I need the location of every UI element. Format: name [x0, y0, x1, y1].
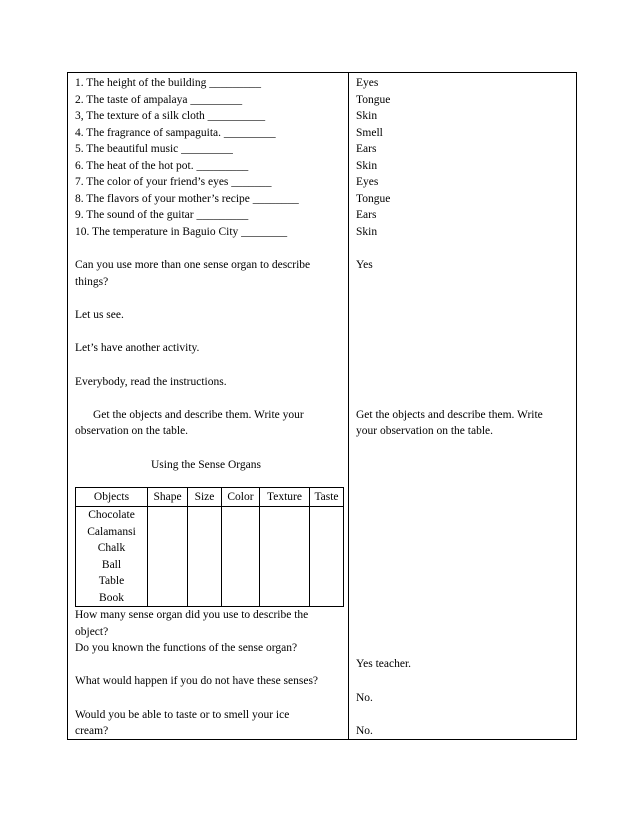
object-ball: Ball — [101, 558, 122, 571]
header-color: Color — [222, 488, 260, 507]
question-5-line2: cream? — [75, 725, 109, 737]
answer-yes-teacher: Yes teacher. — [356, 658, 412, 670]
instruction-line1: Get the objects and describe them. Write your — [93, 409, 304, 421]
answer-yes: Yes — [356, 259, 373, 271]
object-chalk: Chalk — [97, 542, 126, 554]
answer-8: Tongue — [356, 192, 391, 205]
object-table: Table — [98, 575, 125, 587]
instruction-line2: observation on the table. — [75, 425, 189, 437]
table-header-row — [76, 488, 344, 507]
color-cell — [222, 507, 260, 607]
answer-7: Eyes — [356, 176, 379, 188]
let-us-see: Let us see. — [75, 309, 124, 321]
texture-cell — [260, 507, 310, 607]
item-6: 6. The heat of the hot pot. _________ — [75, 159, 249, 172]
item-9: 9. The sound of the guitar _________ — [75, 209, 249, 221]
item-5: 5. The beautiful music _________ — [75, 143, 233, 155]
question-2-line2: object? — [75, 626, 109, 638]
answer-4: Smell — [356, 126, 383, 139]
item-2: 2. The taste of ampalaya _________ — [75, 93, 243, 106]
question-1-line1: Can you use more than one sense organ to describe — [75, 259, 311, 271]
answer-instruction-line2: your observation on the table. — [356, 425, 494, 437]
item-1: 1. The height of the building _________ — [75, 77, 262, 89]
header-texture: Texture — [260, 488, 310, 507]
shape-cell — [148, 507, 188, 607]
object-chocolate: Chocolate — [88, 509, 135, 521]
sense-organs-table — [75, 487, 344, 607]
answer-no-1: No. — [356, 692, 373, 704]
table-body-row — [76, 507, 344, 607]
item-10: 10. The temperature in Baguio City ________ — [75, 225, 288, 238]
item-7: 7. The color of your friend’s eyes _______ — [75, 176, 272, 188]
header-objects: Objects — [76, 488, 148, 507]
header-taste: Taste — [310, 488, 344, 507]
answer-5: Ears — [356, 143, 377, 155]
question-2-line1: How many sense organ did you use to describe the — [75, 609, 309, 621]
answer-3: Skin — [356, 110, 378, 122]
answer-2: Tongue — [356, 93, 391, 106]
read-instructions: Everybody, read the instructions. — [75, 376, 227, 388]
item-4: 4. The fragrance of sampaguita. _________ — [75, 126, 276, 139]
column-divider — [348, 73, 349, 739]
item-3: 3, The texture of a silk cloth __________ — [75, 110, 266, 122]
answer-no-2: No. — [356, 725, 373, 737]
header-size: Size — [188, 488, 222, 507]
object-book: Book — [99, 591, 124, 604]
object-calamansi: Calamansi — [87, 525, 136, 538]
lesson-table — [67, 72, 577, 740]
another-activity: Let’s have another activity. — [75, 342, 200, 354]
answer-9: Ears — [356, 209, 377, 221]
answer-1: Eyes — [356, 77, 379, 89]
question-5-line1: Would you be able to taste or to smell your ice — [75, 709, 290, 721]
question-1-line2: things? — [75, 276, 109, 288]
question-4: What would happen if you do not have these senses? — [75, 675, 319, 687]
header-shape: Shape — [148, 488, 188, 507]
answer-10: Skin — [356, 225, 378, 238]
size-cell — [188, 507, 222, 607]
question-3: Do you known the functions of the sense organ? — [75, 642, 298, 654]
table-title: Using the Sense Organs — [151, 459, 261, 471]
answer-instruction-line1: Get the objects and describe them. Write — [356, 409, 543, 421]
taste-cell — [310, 507, 344, 607]
answer-6: Skin — [356, 159, 378, 172]
item-8: 8. The flavors of your mother’s recipe ________ — [75, 192, 299, 205]
objects-cell — [76, 507, 148, 607]
